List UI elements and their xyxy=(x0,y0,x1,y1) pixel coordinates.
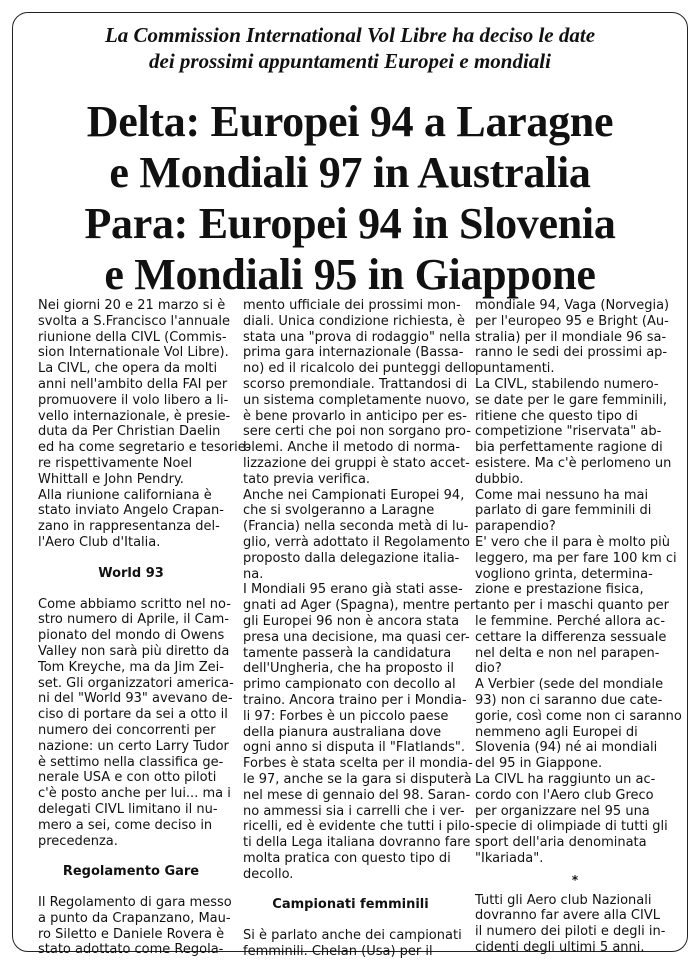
text-line: gorie, così come non ci saranno xyxy=(475,708,682,724)
text-line: stro numero di Aprile, il Cam- xyxy=(38,612,230,628)
kicker xyxy=(0,22,700,74)
text-line: ranno le sedi dei prossimi ap- xyxy=(475,345,668,361)
text-line: bia perfettamente ragione di xyxy=(475,440,663,456)
headline-line: Delta: Europei 94 a Laragne xyxy=(86,97,614,146)
text-line: La CIVL, stabilendo numero- xyxy=(475,376,659,392)
text-line: parlato di gare femminili di xyxy=(475,503,652,519)
text-line: Il Regolamento di gara messo xyxy=(38,895,232,911)
text-line: ed ha come segretario e tesorie- xyxy=(38,440,251,456)
text-line: set. Gli organizzatori america- xyxy=(38,675,234,691)
intro-paragraph xyxy=(38,298,251,551)
women-paragraph xyxy=(243,928,462,960)
text-line: il numero dei piloti e degli in- xyxy=(475,924,666,940)
text-line: svolta a S.Francisco l'annuale xyxy=(38,313,231,329)
closing-paragraph xyxy=(475,893,675,956)
text-line: cordo con l'Aero club Greco xyxy=(475,787,654,803)
world-paragraph xyxy=(38,596,234,850)
text-line: anni nell'ambito della FAI per xyxy=(38,376,228,392)
text-line: sere certi che poi non sorgano pro- xyxy=(243,424,471,440)
text-line: gnati ad Ager (Spagna), mentre per xyxy=(243,598,476,614)
text-line: per organizzare nel 95 una xyxy=(475,803,650,819)
text-line: dell'Ungheria, che ha proposto il xyxy=(243,661,454,677)
column-2-body xyxy=(243,298,477,882)
text-line: I Mondiali 95 erano già stati asse- xyxy=(243,582,463,598)
column-1 xyxy=(38,298,251,958)
text-line: no ammessi sia i carrelli che i ver- xyxy=(243,803,465,819)
text-line: 93) non ci saranno due cate- xyxy=(475,692,663,708)
column-2 xyxy=(243,298,477,960)
text-line: ni del "World 93" avevano de- xyxy=(38,691,233,707)
text-line: La CIVL, che opera da molti xyxy=(38,361,218,377)
text-line: ogni anno si disputa il "Flatlands". xyxy=(243,740,466,756)
text-line: del 95 in Giappone. xyxy=(475,756,603,772)
text-line: è settimo nella classifica ge- xyxy=(38,754,224,770)
headline-line: e Mondiali 95 in Giappone xyxy=(104,250,596,299)
text-line: Nei giorni 20 e 21 marzo si è xyxy=(38,298,226,313)
text-line: delegati CIVL limitano il nu- xyxy=(38,801,218,817)
text-line: precedenza. xyxy=(38,833,118,849)
text-line: cettare la differenza sessuale xyxy=(475,629,667,645)
text-line: sport dell'aria denominata xyxy=(475,835,647,851)
text-line: Anche nei Campionati Europei 94, xyxy=(243,487,465,503)
headline xyxy=(0,96,700,300)
text-line: a punto da Crapanzano, Mau- xyxy=(38,910,231,926)
text-line: no) ed il ricalcolo dei punteggi dello xyxy=(243,361,477,377)
text-line: molta pratica con questo tipo di xyxy=(243,850,451,866)
text-line: leggero, ma per fare 100 km ci xyxy=(475,550,677,566)
text-line: mento ufficiale dei prossimi mon- xyxy=(243,298,461,313)
text-line: traino. Ancora traino per i Mondia- xyxy=(243,692,467,708)
text-line: nemmeno agli Europei di xyxy=(475,724,638,740)
text-line: mero a sei, come deciso in xyxy=(38,817,213,833)
text-line: per l'europeo 95 e Bright (Au- xyxy=(475,313,669,329)
kicker-line: La Commission International Vol Libre ha deciso le date xyxy=(104,23,596,47)
text-line: della pianura australiana dove xyxy=(243,724,442,740)
text-line: Come mai nessuno ha mai xyxy=(475,487,649,503)
text-line: dubbio. xyxy=(475,471,524,487)
text-line: specie di olimpiade di tutti gli xyxy=(475,819,668,835)
text-line: Whittall e John Pendry. xyxy=(38,471,184,487)
text-line: Forbes è stata scelta per il mondia- xyxy=(243,756,473,772)
headline-line: Para: Europei 94 in Slovenia xyxy=(84,199,616,248)
text-line: Valley non sarà più diretto da xyxy=(38,643,230,659)
text-line: Tom Kreyche, ma da Jim Zei- xyxy=(38,659,224,675)
rules-paragraph xyxy=(38,895,232,958)
text-line: presa una decisione, ma quasi cer- xyxy=(243,629,470,645)
text-line: diali. Unica condizione richiesta, è xyxy=(243,313,465,329)
text-line: riunione della CIVL (Commis- xyxy=(38,329,227,345)
column-3 xyxy=(475,298,682,956)
text-line: na. xyxy=(243,566,264,582)
text-line: nerale USA e con otto piloti xyxy=(38,770,217,786)
text-line: che si svolgeranno a Laragne xyxy=(243,503,435,519)
text-line: primo campionato con decollo al xyxy=(243,677,456,693)
section-separator: * xyxy=(571,872,579,887)
text-line: ciso di portare da sei a otto il xyxy=(38,707,228,723)
text-line: Come abbiamo scritto nel no- xyxy=(38,596,231,612)
section-heading-campionati-femminili: Campionati femminili xyxy=(272,897,429,913)
text-line: femminili. Chelan (Usa) per il xyxy=(243,944,433,960)
text-line: l'Aero Club d'Italia. xyxy=(38,534,161,550)
text-line: promuovere il volo libero a li- xyxy=(38,392,229,408)
text-line: re rispettivamente Noel xyxy=(38,455,193,471)
kicker-line: dei prossimi appuntamenti Europei e mondiali xyxy=(149,49,551,73)
text-line: nel delta e non nel parapen- xyxy=(475,645,660,661)
text-line: duta da Per Christian Daelin xyxy=(38,424,221,440)
text-line: decollo. xyxy=(243,866,294,882)
text-line: puntamenti. xyxy=(475,361,555,377)
text-line: le femmine. Perché allora ac- xyxy=(475,613,666,629)
text-line: Alla riunione californiana è xyxy=(38,487,212,503)
text-line: tato previa verifica. xyxy=(243,471,371,487)
text-line: gli Europei 96 non è ancora stata xyxy=(243,613,460,629)
column-3-body xyxy=(475,298,682,867)
text-line: glio, verrà adottato il Regolamento xyxy=(243,534,470,550)
text-line: Slovenia (94) né ai mondiali xyxy=(475,740,658,756)
section-heading-world-93: World 93 xyxy=(98,565,164,581)
text-line: un sistema completamente nuovo, xyxy=(243,392,470,408)
text-line: vogliono grinta, determina- xyxy=(475,566,653,582)
section-heading-regolamento: Regolamento Gare xyxy=(62,864,200,880)
text-line: vello internazionale, è presie- xyxy=(38,408,231,424)
text-line: è bene provarlo in anticipo per es- xyxy=(243,408,467,424)
text-line: li 97: Forbes è un piccolo paese xyxy=(243,708,449,724)
text-line: La CIVL ha raggiunto un ac- xyxy=(475,771,656,787)
text-line: (Francia) nella seconda metà di lu- xyxy=(243,519,469,535)
text-line: dio? xyxy=(475,661,502,677)
text-line: tamente passerà la candidatura xyxy=(243,645,452,661)
text-line: ti della Lega italiana dovranno fare xyxy=(243,835,471,851)
text-line: zione e prestazione fisica, xyxy=(475,582,644,598)
text-line: Si è parlato anche dei campionati xyxy=(243,928,462,944)
text-line: scorso premondiale. Trattandosi di xyxy=(243,376,468,392)
text-line: le 97, anche se la gara si disputerà xyxy=(243,771,472,787)
text-line: cidenti degli ultimi 5 anni. xyxy=(475,940,645,956)
text-line: stato adottato come Regola- xyxy=(38,942,224,958)
text-line: ro Siletto e Daniele Rovera è xyxy=(38,926,225,942)
text-line: mondiale 94, Vaga (Norvegia) xyxy=(475,298,670,313)
text-line: stato inviato Angelo Crapan- xyxy=(38,503,224,519)
text-line: proposto dalla delegazione italia- xyxy=(243,550,460,566)
text-line: ritiene che questo tipo di xyxy=(475,408,638,424)
text-line: nel mese di gennaio del 98. Saran- xyxy=(243,787,471,803)
text-line: se date per le gare femminili, xyxy=(475,392,667,408)
text-line: lizzazione dei gruppi è stato accet- xyxy=(243,455,470,471)
text-line: c'è posto anche per lui... ma i xyxy=(38,786,231,802)
text-line: competizione "riservata" ab- xyxy=(475,424,662,440)
text-line: blemi. Anche il metodo di norma- xyxy=(243,440,461,456)
text-line: A Verbier (sede del mondiale xyxy=(475,677,664,693)
headline-line: e Mondiali 97 in Australia xyxy=(109,148,591,197)
text-line: parapendio? xyxy=(475,519,556,535)
text-line: stata una "prova di rodaggio" nella xyxy=(243,329,471,345)
text-line: ricelli, ed è evidente che tutti i pilo- xyxy=(243,819,475,835)
text-line: Tutti gli Aero club Nazionali xyxy=(475,892,652,908)
text-line: tanto per i maschi quanto per xyxy=(475,598,669,614)
text-line: prima gara internazionale (Bassa- xyxy=(243,345,464,361)
text-line: nazione: un certo Larry Tudor xyxy=(38,738,229,754)
text-line: stralia) per il mondiale 96 sa- xyxy=(475,329,667,345)
text-line: sion Internationale Vol Libre). xyxy=(38,345,229,361)
text-line: pionato del mondo di Owens xyxy=(38,628,225,644)
text-line: zano in rappresentanza del- xyxy=(38,519,220,535)
text-line: E' vero che il para è molto più xyxy=(475,534,670,550)
text-line: numero dei concorrenti per xyxy=(38,722,216,738)
text-line: "Ikariada". xyxy=(475,850,544,866)
text-line: esistere. Ma c'è perlomeno un xyxy=(475,455,672,471)
text-line: dovranno far avere alla CIVL xyxy=(475,908,660,924)
